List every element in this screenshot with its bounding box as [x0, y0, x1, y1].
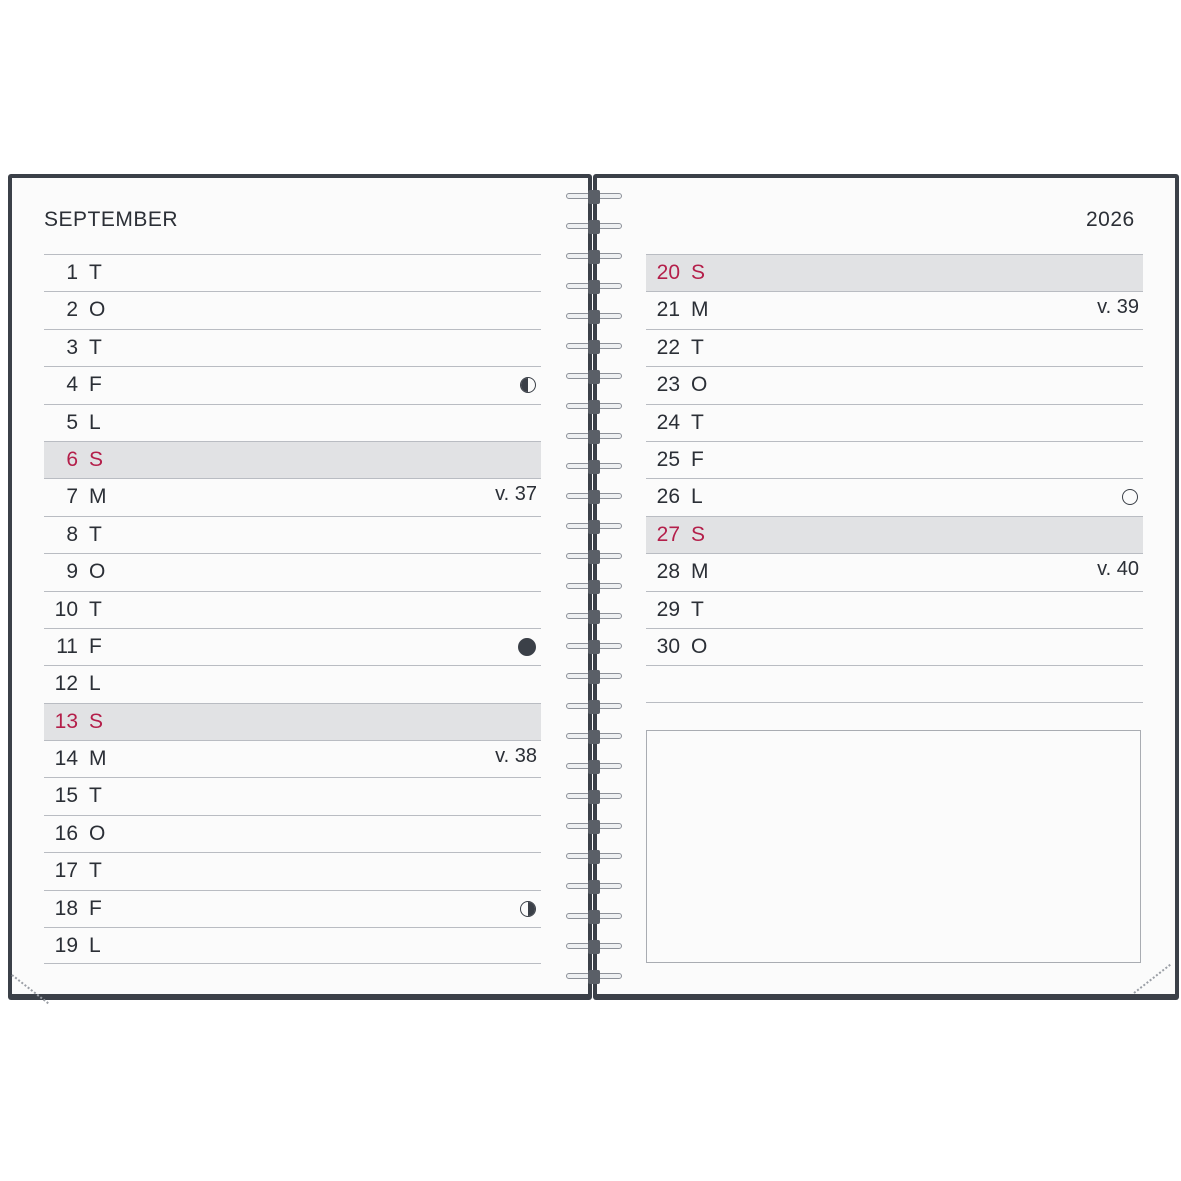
spiral-coil	[566, 250, 622, 264]
spiral-coil	[566, 910, 622, 924]
weekday-letter: L	[89, 410, 101, 434]
spiral-coil	[566, 460, 622, 474]
day-row[interactable]	[646, 553, 1143, 590]
weekday-letter: M	[691, 298, 709, 322]
day-row[interactable]	[646, 478, 1143, 515]
weekday-letter: M	[89, 747, 107, 771]
weekday-letter: M	[89, 485, 107, 509]
day-row[interactable]	[44, 591, 541, 628]
day-row[interactable]	[44, 777, 541, 814]
day-row[interactable]	[646, 366, 1143, 403]
spiral-coil	[566, 550, 622, 564]
day-number: 4	[66, 373, 78, 397]
weekday-letter: L	[89, 934, 101, 958]
weekday-letter: O	[89, 560, 106, 584]
day-number: 15	[54, 784, 78, 808]
day-number: 12	[54, 672, 78, 696]
day-number: 22	[656, 335, 680, 359]
day-row[interactable]	[44, 815, 541, 852]
day-number: 18	[54, 896, 78, 920]
day-row[interactable]	[646, 665, 1143, 702]
day-row[interactable]	[44, 665, 541, 702]
weekday-letter: T	[89, 261, 102, 284]
day-number: 20	[656, 261, 680, 284]
spiral-coil	[566, 220, 622, 234]
day-row[interactable]	[44, 404, 541, 441]
day-row[interactable]	[646, 628, 1143, 665]
week-number: v. 37	[495, 483, 537, 506]
spiral-coil	[566, 820, 622, 834]
day-row[interactable]	[44, 516, 541, 553]
spiral-coil	[566, 580, 622, 594]
week-number: v. 39	[1097, 296, 1139, 319]
weekday-letter: T	[89, 522, 102, 546]
day-row[interactable]	[646, 291, 1143, 328]
weekday-letter: O	[691, 634, 708, 658]
day-row[interactable]	[646, 591, 1143, 628]
day-row[interactable]	[646, 329, 1143, 366]
day-number: 11	[56, 634, 78, 658]
day-row[interactable]	[44, 553, 541, 590]
day-number: 16	[54, 821, 78, 845]
weekday-letter: L	[89, 672, 101, 696]
weekday-letter: S	[691, 261, 706, 284]
day-number: 21	[656, 298, 680, 322]
spiral-coil	[566, 940, 622, 954]
day-row[interactable]	[44, 254, 541, 291]
day-number: 26	[656, 485, 680, 509]
weekday-letter: T	[89, 335, 102, 359]
weekday-letter: T	[89, 597, 102, 621]
day-number: 25	[656, 447, 680, 471]
weekday-letter: T	[89, 784, 102, 808]
spiral-coil	[566, 880, 622, 894]
day-number: 13	[54, 709, 78, 733]
weekday-letter: L	[691, 485, 703, 509]
weekday-letter: O	[89, 821, 106, 845]
new-moon-icon	[518, 638, 536, 656]
spiral-coil	[566, 520, 622, 534]
weekday-letter: S	[691, 522, 706, 546]
spiral-coil	[566, 610, 622, 624]
spiral-coil	[566, 850, 622, 864]
day-row[interactable]	[44, 927, 541, 964]
day-number: 17	[54, 859, 78, 883]
day-number: 27	[656, 522, 680, 546]
day-number: 3	[66, 335, 78, 359]
day-number: 19	[54, 934, 78, 958]
spiral-coil	[566, 280, 622, 294]
month-title: SEPTEMBER	[44, 208, 179, 231]
day-row[interactable]	[44, 628, 541, 665]
weekday-letter: O	[691, 373, 708, 397]
notes-box[interactable]	[646, 730, 1141, 963]
spiral-coil	[566, 370, 622, 384]
day-row[interactable]	[44, 366, 541, 403]
year-title: 2026	[1086, 208, 1135, 231]
spiral-coil	[566, 730, 622, 744]
day-number: 14	[54, 747, 78, 771]
day-number: 5	[66, 410, 78, 434]
spiral-coil	[566, 190, 622, 204]
weekday-letter: S	[89, 709, 104, 733]
spiral-coil	[566, 670, 622, 684]
spiral-coil	[566, 970, 622, 984]
full-moon-icon	[1122, 489, 1138, 505]
left-day-list	[44, 254, 541, 964]
spiral-coil	[566, 790, 622, 804]
weekday-letter: T	[89, 859, 102, 883]
day-row[interactable]	[44, 291, 541, 328]
week-number: v. 40	[1097, 558, 1139, 581]
weekday-letter: M	[691, 560, 709, 584]
day-row[interactable]	[44, 740, 541, 777]
day-row[interactable]	[44, 890, 541, 927]
day-row[interactable]	[44, 329, 541, 366]
first-quarter-icon	[520, 901, 536, 917]
spiral-coil	[566, 640, 622, 654]
day-number: 8	[66, 522, 78, 546]
day-number: 30	[656, 634, 680, 658]
day-number: 1	[66, 261, 78, 284]
weekday-letter: T	[691, 597, 704, 621]
day-row[interactable]	[44, 441, 541, 478]
day-row[interactable]	[646, 254, 1143, 291]
day-number: 7	[66, 485, 78, 509]
weekday-letter: S	[89, 447, 104, 471]
day-number: 2	[66, 298, 78, 322]
day-number: 28	[656, 560, 680, 584]
weekday-letter: F	[89, 373, 102, 397]
weekday-letter: T	[691, 410, 704, 434]
weekday-letter: F	[691, 447, 704, 471]
spiral-coil	[566, 490, 622, 504]
right-day-list	[646, 254, 1143, 703]
weekday-letter: T	[691, 335, 704, 359]
day-row[interactable]	[646, 441, 1143, 478]
weekday-letter: O	[89, 298, 106, 322]
spiral-coil	[566, 430, 622, 444]
day-row[interactable]	[44, 703, 541, 740]
day-number: 23	[656, 373, 680, 397]
day-number: 24	[656, 410, 680, 434]
day-row[interactable]	[646, 404, 1143, 441]
spiral-coil	[566, 400, 622, 414]
day-number: 10	[54, 597, 78, 621]
day-number: 6	[66, 447, 78, 471]
day-number: 29	[656, 597, 680, 621]
day-row[interactable]	[44, 852, 541, 889]
weekday-letter: F	[89, 634, 102, 658]
spiral-coil	[566, 760, 622, 774]
spiral-coil	[566, 310, 622, 324]
spiral-coil	[566, 340, 622, 354]
day-number: 9	[66, 560, 78, 584]
day-row[interactable]	[44, 478, 541, 515]
week-number: v. 38	[495, 745, 537, 768]
last-quarter-icon	[520, 377, 536, 393]
spiral-coil	[566, 700, 622, 714]
day-row[interactable]	[646, 516, 1143, 553]
spiral-binding	[566, 186, 622, 986]
weekday-letter: F	[89, 896, 102, 920]
